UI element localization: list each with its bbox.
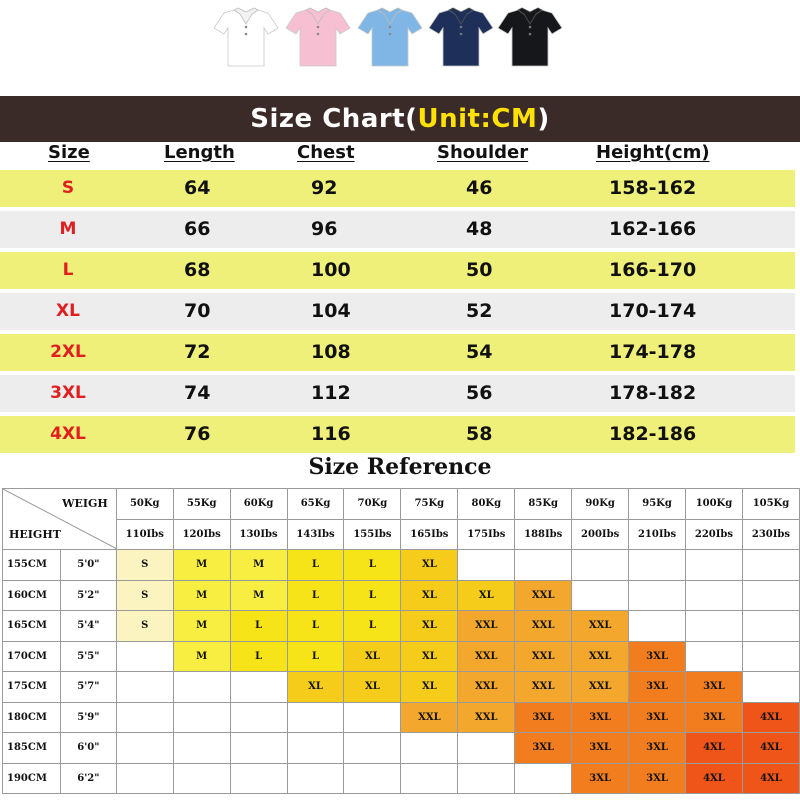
- height-cm: 155CM: [3, 550, 61, 581]
- size-label: M: [59, 219, 77, 239]
- recommended-size-cell: XXL: [401, 702, 458, 733]
- height-ft: 6'0": [60, 733, 116, 764]
- recommended-size-cell: [230, 702, 287, 733]
- recommended-size-cell: [116, 702, 173, 733]
- weigh-height-corner: [3, 489, 117, 550]
- weight-lbs-header: 220Ibs: [686, 519, 743, 550]
- height-ft: 6'2": [60, 763, 116, 794]
- recommended-size-cell: [742, 641, 799, 672]
- size-reference-title: Size Reference: [308, 454, 492, 480]
- weight-kg-header: 60Kg: [230, 489, 287, 520]
- length-value: 64: [184, 177, 211, 199]
- recommended-size-cell: XL: [401, 611, 458, 642]
- shoulder-value: 56: [466, 382, 493, 404]
- weight-lbs-header: 230Ibs: [742, 519, 799, 550]
- recommended-size-cell: XXL: [515, 611, 572, 642]
- chest-value: 100: [311, 259, 351, 281]
- recommended-size-cell: L: [287, 641, 344, 672]
- height-cm: 185CM: [3, 733, 61, 764]
- weight-kg-header: 90Kg: [572, 489, 629, 520]
- size-chart-row: [0, 170, 795, 207]
- navy-polo-icon: [427, 4, 495, 68]
- recommended-size-cell: [116, 733, 173, 764]
- size-label: 3XL: [50, 383, 86, 403]
- recommended-size-cell: XL: [344, 672, 401, 703]
- recommended-size-cell: XXL: [458, 641, 515, 672]
- recommended-size-cell: XXL: [572, 672, 629, 703]
- header-chest: Chest: [297, 142, 355, 163]
- recommended-size-cell: [116, 641, 173, 672]
- height-ft: 5'4": [60, 611, 116, 642]
- size-reference-table: [2, 488, 800, 794]
- recommended-size-cell: [742, 550, 799, 581]
- recommended-size-cell: 3XL: [572, 702, 629, 733]
- recommended-size-cell: XL: [344, 641, 401, 672]
- height-ft: 5'7": [60, 672, 116, 703]
- recommended-size-cell: 4XL: [742, 763, 799, 794]
- white-polo-icon: [212, 4, 280, 68]
- light-blue-polo-icon: [356, 4, 424, 68]
- recommended-size-cell: [458, 733, 515, 764]
- size-chart-row: [0, 293, 795, 330]
- chest-value: 112: [311, 382, 351, 404]
- black-polo-icon: [496, 4, 564, 68]
- length-value: 76: [184, 423, 211, 445]
- recommended-size-cell: XL: [458, 580, 515, 611]
- recommended-size-cell: S: [116, 580, 173, 611]
- recommended-size-cell: M: [173, 550, 230, 581]
- weight-lbs-header: 210Ibs: [629, 519, 686, 550]
- size-chart-row: [0, 375, 795, 412]
- recommended-size-cell: [230, 763, 287, 794]
- recommended-size-cell: 3XL: [515, 733, 572, 764]
- height-cm: 190CM: [3, 763, 61, 794]
- weight-lbs-header: 155Ibs: [344, 519, 401, 550]
- recommended-size-cell: M: [173, 580, 230, 611]
- weight-kg-header: 70Kg: [344, 489, 401, 520]
- recommended-size-cell: M: [173, 641, 230, 672]
- recommended-size-cell: M: [230, 580, 287, 611]
- chest-value: 116: [311, 423, 351, 445]
- weight-lbs-header: 110Ibs: [116, 519, 173, 550]
- weight-lbs-header: 200Ibs: [572, 519, 629, 550]
- recommended-size-cell: XXL: [515, 672, 572, 703]
- shoulder-value: 54: [466, 341, 493, 363]
- weight-lbs-header: 188Ibs: [515, 519, 572, 550]
- recommended-size-cell: 4XL: [742, 702, 799, 733]
- height-cm: 170CM: [3, 641, 61, 672]
- weight-kg-header: 50Kg: [116, 489, 173, 520]
- chest-value: 92: [311, 177, 338, 199]
- weight-kg-header: 85Kg: [515, 489, 572, 520]
- reference-row: [3, 733, 800, 764]
- recommended-size-cell: 3XL: [572, 763, 629, 794]
- recommended-size-cell: [686, 550, 743, 581]
- recommended-size-cell: [742, 611, 799, 642]
- recommended-size-cell: XXL: [515, 641, 572, 672]
- recommended-size-cell: [287, 763, 344, 794]
- recommended-size-cell: [629, 611, 686, 642]
- height-value: 174-178: [609, 341, 697, 363]
- recommended-size-cell: L: [230, 641, 287, 672]
- recommended-size-cell: XXL: [572, 611, 629, 642]
- recommended-size-cell: M: [230, 550, 287, 581]
- recommended-size-cell: [230, 733, 287, 764]
- reference-row: [3, 672, 800, 703]
- height-value: 170-174: [609, 300, 697, 322]
- size-chart-title: [250, 104, 549, 134]
- unit-text: Unit:CM: [417, 104, 538, 134]
- recommended-size-cell: [742, 580, 799, 611]
- recommended-size-cell: L: [287, 611, 344, 642]
- weigh-label: WEIGH: [62, 497, 108, 510]
- weight-kg-header: 100Kg: [686, 489, 743, 520]
- recommended-size-cell: L: [287, 550, 344, 581]
- pink-polo-icon: [284, 4, 352, 68]
- reference-row: [3, 611, 800, 642]
- recommended-size-cell: [287, 702, 344, 733]
- size-chart-row: [0, 211, 795, 248]
- recommended-size-cell: XL: [401, 580, 458, 611]
- size-chart: [0, 90, 800, 450]
- title-end: ): [537, 104, 550, 134]
- recommended-size-cell: [401, 733, 458, 764]
- recommended-size-cell: L: [344, 550, 401, 581]
- weight-kg-header: 55Kg: [173, 489, 230, 520]
- shoulder-value: 58: [466, 423, 493, 445]
- length-value: 66: [184, 218, 211, 240]
- recommended-size-cell: [230, 672, 287, 703]
- recommended-size-cell: XL: [401, 672, 458, 703]
- recommended-size-cell: 4XL: [742, 733, 799, 764]
- recommended-size-cell: 4XL: [686, 733, 743, 764]
- size-label: XL: [56, 301, 80, 321]
- recommended-size-cell: M: [173, 611, 230, 642]
- recommended-size-cell: 4XL: [686, 763, 743, 794]
- weight-lbs-header: 165Ibs: [401, 519, 458, 550]
- shoulder-value: 48: [466, 218, 493, 240]
- height-value: 158-162: [609, 177, 697, 199]
- height-value: 166-170: [609, 259, 697, 281]
- recommended-size-cell: 3XL: [629, 641, 686, 672]
- header-shoulder: Shoulder: [437, 142, 529, 163]
- recommended-size-cell: L: [344, 580, 401, 611]
- weight-kg-header: 80Kg: [458, 489, 515, 520]
- title-text: Size Chart(: [250, 104, 418, 134]
- height-cm: 175CM: [3, 672, 61, 703]
- header-height: Height(cm): [596, 142, 710, 163]
- recommended-size-cell: 3XL: [686, 672, 743, 703]
- size-label: S: [61, 178, 75, 198]
- recommended-size-cell: 3XL: [629, 733, 686, 764]
- recommended-size-cell: S: [116, 611, 173, 642]
- recommended-size-cell: [344, 733, 401, 764]
- recommended-size-cell: [629, 550, 686, 581]
- size-label: 4XL: [50, 424, 86, 444]
- recommended-size-cell: [515, 550, 572, 581]
- recommended-size-cell: [173, 672, 230, 703]
- length-value: 74: [184, 382, 211, 404]
- recommended-size-cell: XXL: [458, 611, 515, 642]
- recommended-size-cell: [401, 763, 458, 794]
- weight-kg-header: 95Kg: [629, 489, 686, 520]
- recommended-size-cell: XXL: [458, 702, 515, 733]
- recommended-size-cell: [344, 702, 401, 733]
- recommended-size-cell: [173, 702, 230, 733]
- recommended-size-cell: XXL: [458, 672, 515, 703]
- recommended-size-cell: [173, 763, 230, 794]
- shoulder-value: 46: [466, 177, 493, 199]
- recommended-size-cell: L: [287, 580, 344, 611]
- weight-kg-header: 75Kg: [401, 489, 458, 520]
- recommended-size-cell: [742, 672, 799, 703]
- weight-kg-header: 65Kg: [287, 489, 344, 520]
- chest-value: 104: [311, 300, 351, 322]
- weight-kg-header: 105Kg: [742, 489, 799, 520]
- weight-lbs-header: 130Ibs: [230, 519, 287, 550]
- recommended-size-cell: [344, 763, 401, 794]
- size-chart-title-bar: [0, 96, 800, 142]
- height-cm: 165CM: [3, 611, 61, 642]
- chest-value: 108: [311, 341, 351, 363]
- recommended-size-cell: [686, 611, 743, 642]
- recommended-size-cell: XXL: [572, 641, 629, 672]
- recommended-size-cell: 3XL: [629, 672, 686, 703]
- recommended-size-cell: [287, 733, 344, 764]
- height-ft: 5'9": [60, 702, 116, 733]
- recommended-size-cell: XL: [401, 550, 458, 581]
- height-label: HEIGHT: [9, 528, 61, 541]
- shoulder-value: 52: [466, 300, 493, 322]
- height-cm: 180CM: [3, 702, 61, 733]
- recommended-size-cell: [116, 763, 173, 794]
- recommended-size-cell: [686, 641, 743, 672]
- header-length: Length: [164, 142, 235, 163]
- length-value: 68: [184, 259, 211, 281]
- recommended-size-cell: 3XL: [629, 763, 686, 794]
- size-chart-row: [0, 252, 795, 289]
- recommended-size-cell: 3XL: [686, 702, 743, 733]
- shoulder-value: 50: [466, 259, 493, 281]
- size-chart-row: [0, 416, 795, 453]
- recommended-size-cell: 3XL: [629, 702, 686, 733]
- weight-lbs-header: 120Ibs: [173, 519, 230, 550]
- weight-lbs-header: 143Ibs: [287, 519, 344, 550]
- recommended-size-cell: [458, 763, 515, 794]
- reference-row: [3, 763, 800, 794]
- height-ft: 5'0": [60, 550, 116, 581]
- height-cm: 160CM: [3, 580, 61, 611]
- recommended-size-cell: 3XL: [572, 733, 629, 764]
- size-label: L: [62, 260, 74, 280]
- height-value: 182-186: [609, 423, 697, 445]
- size-label: 2XL: [50, 342, 86, 362]
- recommended-size-cell: XL: [287, 672, 344, 703]
- recommended-size-cell: [458, 550, 515, 581]
- reference-row: [3, 580, 800, 611]
- recommended-size-cell: [686, 580, 743, 611]
- reference-row: [3, 550, 800, 581]
- recommended-size-cell: 3XL: [515, 702, 572, 733]
- recommended-size-cell: S: [116, 550, 173, 581]
- height-value: 162-166: [609, 218, 697, 240]
- length-value: 70: [184, 300, 211, 322]
- recommended-size-cell: L: [230, 611, 287, 642]
- weight-lbs-header: 175Ibs: [458, 519, 515, 550]
- height-ft: 5'5": [60, 641, 116, 672]
- height-value: 178-182: [609, 382, 697, 404]
- recommended-size-cell: [572, 550, 629, 581]
- chest-value: 96: [311, 218, 338, 240]
- recommended-size-cell: [173, 733, 230, 764]
- reference-row: [3, 641, 800, 672]
- shirt-color-strip: [0, 0, 800, 88]
- size-chart-header: [0, 142, 800, 168]
- size-chart-row: [0, 334, 795, 371]
- recommended-size-cell: XXL: [515, 580, 572, 611]
- recommended-size-cell: [629, 580, 686, 611]
- header-size: Size: [48, 142, 90, 163]
- recommended-size-cell: [572, 580, 629, 611]
- recommended-size-cell: L: [344, 611, 401, 642]
- reference-row: [3, 702, 800, 733]
- recommended-size-cell: [116, 672, 173, 703]
- length-value: 72: [184, 341, 211, 363]
- height-ft: 5'2": [60, 580, 116, 611]
- recommended-size-cell: XL: [401, 641, 458, 672]
- recommended-size-cell: [515, 763, 572, 794]
